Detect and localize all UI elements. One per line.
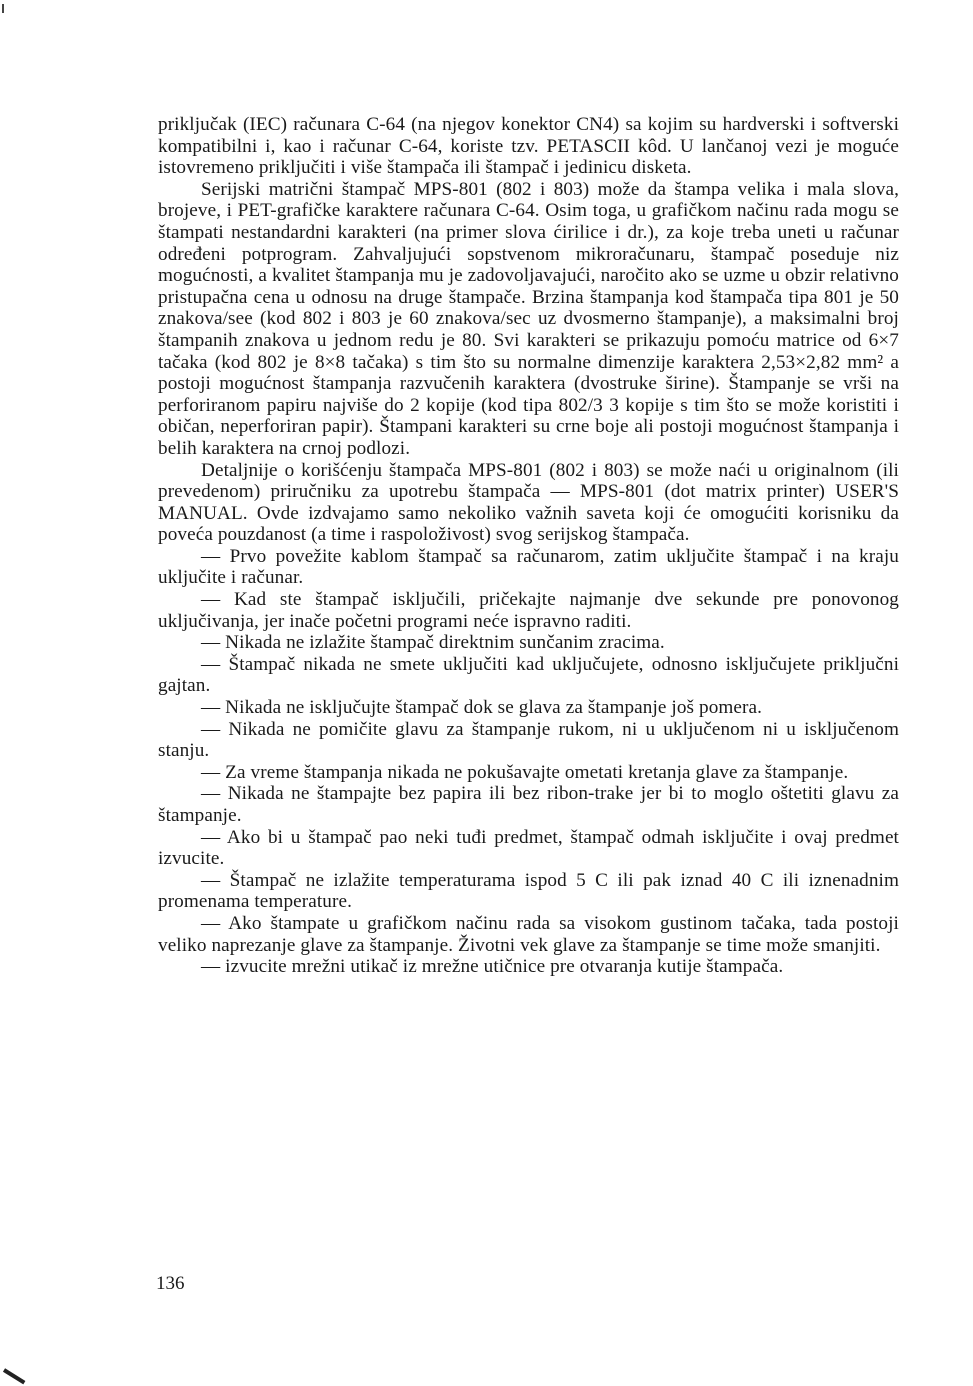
paragraph-manual-reference: Detaljnije o korišćenju štampača MPS-801 (802 i 803) se može naći u originalnom (ili prevedenom) priručniku za upotrebu štampača — MPS-801 (dot matrix printer) USER'S MANUAL. Ovde izdvajamo samo nekoliko važnih saveta koji će omogućiti korisniku da poveća pouzdanost (a time i raspoloživost) svog serijskog štampača. xyxy=(158,459,899,546)
tip-head-moving: — Nikada ne isključujte štampač dok se glava za štampanje još pomera. xyxy=(201,697,763,719)
tip-graphics-density: — Ako štampate u grafičkom načinu rada sa visokom gustinom tačaka, tada postoji veliko naprezanje glave za štampanje. Životni vek glave za štampanje se time može smanjiti. xyxy=(158,912,899,956)
tip-do-not-move-head: — Nikada ne pomičite glavu za štampanje rukom, ni u uključenom ni u isključenom stanju. xyxy=(158,718,899,762)
paragraph-iec-connection: priključak (IEC) računara C-64 (na njegov konektor CN4) sa kojim su hardverski i softverski kompatibilni i, kao i računar C-64, koriste tzv. PETASCII kôd. U lančanoj vezi je moguće istovremeno priključiti i više štampača ili štampač i jedinicu disketa. xyxy=(158,114,899,179)
body-text xyxy=(158,114,899,978)
tip-paper-ribbon: — Nikada ne štampajte bez papira ili bez ribon-trake jer bi to moglo oštetiti glavu za štampanje. xyxy=(158,783,899,826)
tip-do-not-obstruct-head: — Za vreme štampanja nikada ne pokušavajte ometati kretanja glave za štampanje. xyxy=(201,761,849,783)
tip-power-cord: — Štampač nikada ne smete uključiti kad uključujete, odnosno isključujete priključni gajtan. xyxy=(158,653,899,697)
scan-corner-mark xyxy=(3,1368,25,1384)
paragraph-printer-description: Serijski matrični štampač MPS-801 (802 i 803) može da štampa velika i mala slova, brojeve, i PET-grafičke karaktere računara C-64. Osim toga, u grafičkom načinu rada mogu se štampati nestandardni karakteri (na primer slova ćirilice i dr.), za koje treba uneti u računar određeni potprogram. Zahvaljujući sopstvenom mikroračunaru, štampač poseduje niz mogućnosti, a kvalitet štampanja mu je zadovoljavajući, naročito ako se uzme u obzir relativno pristupačna cena u odnosu na druge štampače. Brzina štampanja kod štampača tipa 801 je 50 znakova/see (kod 802 i 803 je 60 znakova/sec uz dvosmerno štampanje), a maksimalni broj štampanih znakova u jednom redu je 80. Svi karakteri se prikazuju pomoću matrice od 6×7 tačaka (kod 802 je 8×8 tačaka) s tim što su normalne dimenzije karaktera 2,53×2,82 mm² a postoji mogućnost štampanja razvučenih karaktera (dvostruke širine). Štampanje se vrši na perforiranom papiru najviše do 2 kopije (kod tipa 802/3 3 kopije s tim što se može koristiti i običan, neperforiran papir). Štampani karakteri su crne boje ali postoji mogućnost štampanja i belih karaktera na crnoj podlozi. xyxy=(158,178,899,459)
tip-connect-cable: — Prvo povežite kablom štampač sa računarom, zatim uključite štampač i na kraju uključite i računar. xyxy=(158,545,899,589)
scan-edge-mark xyxy=(2,4,4,13)
tip-foreign-object: — Ako bi u štampač pao neki tuđi predmet, štampač odmah isključite i ovaj predmet izvucite. xyxy=(158,826,899,870)
tip-temperature: — Štampač ne izlažite temperaturama ispod 5 C ili pak iznad 40 C ili iznenadnim promenama temperature. xyxy=(158,869,899,913)
tip-unplug-before-opening: — izvucite mrežni utikač iz mrežne utičnice pre otvaranja kutije štampača. xyxy=(201,956,784,978)
tip-no-sunlight: — Nikada ne izlažite štampač direktnim sunčanim zracima. xyxy=(201,632,665,654)
tip-wait-before-restart: — Kad ste štampač isključili, pričekajte najmanje dve sekunde pre ponovonog uključivanja, jer inače početni programi neće ispravno raditi. xyxy=(158,589,899,632)
page-number: 136 xyxy=(156,1273,185,1294)
